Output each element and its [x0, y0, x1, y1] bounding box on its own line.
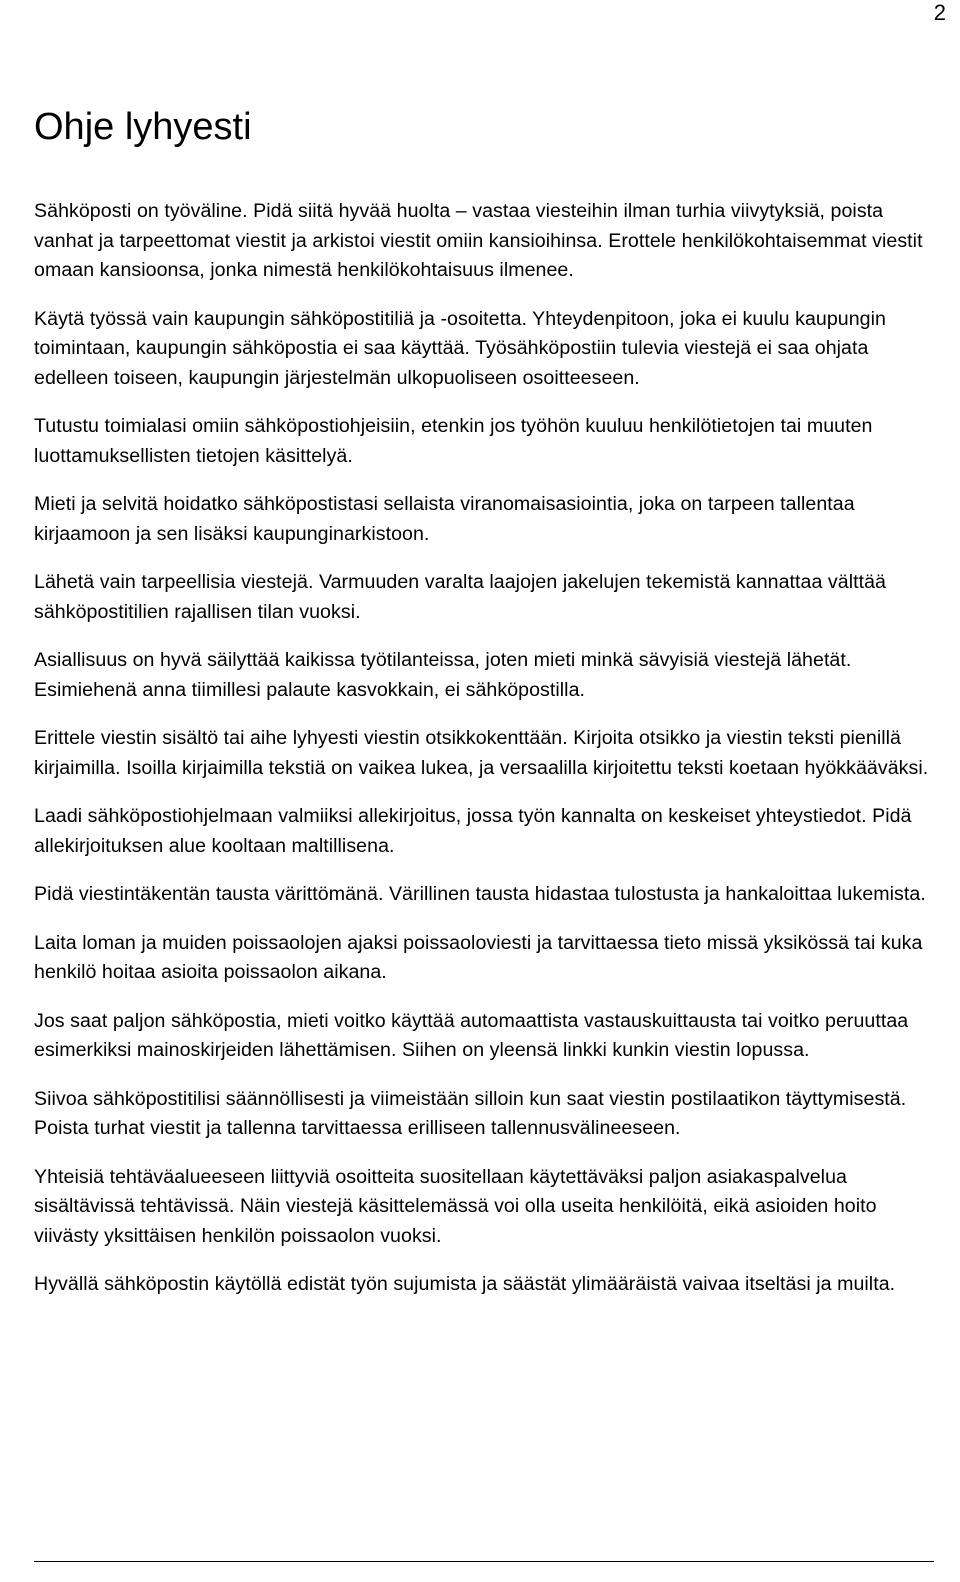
paragraph-conclusion: Hyvällä sähköpostin käytöllä edistät työn sujumista ja säästät ylimääräistä vaivaa itseltäsi ja muilta.	[34, 1273, 896, 1295]
footer-rule	[34, 1561, 934, 1562]
paragraph-branch-guidelines: Tutustu toimialasi omiin sähköpostiohjeisiin, etenkin jos työhön kuuluu henkilötietojen tai muuten luottamuksellisten tietojen käsittelyä.	[34, 415, 873, 467]
paragraph-auto-reply: Jos saat paljon sähköpostia, mieti voitko käyttää automaattista vastauskuittausta tai voitko peruuttaa esimerkiksi mainoskirjeiden lähettämisen. Siihen on yleensä linkki kunkin viestin lopussa.	[34, 1009, 909, 1061]
paragraph-city-account: Käytä työssä vain kaupungin sähköpostitiliä ja -osoitetta. Yhteydenpitoon, joka ei kuulu kaupungin toimintaan, kaupungin sähköpostia ei saa käyttää. Työsähköpostiin tulevia viestejä ei saa ohjata edelleen toiseen, kaupungin järjestelmän ulkopuoliseen osoitteeseen.	[34, 307, 886, 389]
paragraph-tone: Asiallisuus on hyvä säilyttää kaikissa työtilanteissa, joten mieti minkä sävyisiä viestejä lähetät. Esimiehenä anna tiimillesi palaute kasvokkain, ei sähköpostilla.	[34, 649, 852, 701]
paragraph-cleanup: Siivoa sähköpostitilisi säännöllisesti ja viimeistään silloin kun saat viestin postilaatikon täyttymisestä. Poista turhat viestit ja tallenna tarvittaessa erilliseen tallennusvälineeseen.	[34, 1087, 907, 1139]
body-text	[34, 197, 934, 1319]
paragraph-necessary-messages: Lähetä vain tarpeellisia viestejä. Varmuuden varalta laajojen jakelujen tekemistä kannattaa välttää sähköpostitilien rajallisen tilan vuoksi.	[34, 571, 886, 623]
paragraph-shared-addresses: Yhteisiä tehtäväalueeseen liittyviä osoitteita suositellaan käytettäväksi paljon asiakaspalvelua sisältävissä tehtävissä. Näin viestejä käsittelemässä voi olla useita henkilöitä, eikä asioiden hoito viivästy yksittäisen henkilön poissaolon vuoksi.	[34, 1165, 877, 1247]
paragraph-email-tool: Sähköposti on työväline. Pidä siitä hyvää huolta – vastaa viesteihin ilman turhia viivytyksiä, poista vanhat ja tarpeettomat viestit ja arkistoi viestit omiin kansioihinsa. Erottele henkilökohtaisemmat viestit omaan kansioonsa, jonka nimestä henkilökohtaisuus ilmenee.	[34, 200, 923, 281]
paragraph-archiving: Mieti ja selvitä hoidatko sähköpostistasi sellaista viranomaisasiointia, joka on tarpeen tallentaa kirjaamoon ja sen lisäksi kaupunginarkistoon.	[34, 493, 855, 545]
paragraph-background: Pidä viestintäkentän tausta värittömänä. Värillinen tausta hidastaa tulostusta ja hankaloittaa lukemista.	[34, 883, 926, 905]
paragraph-absence: Laita loman ja muiden poissaolojen ajaksi poissaoloviesti ja tarvittaessa tieto missä yksikössä tai kuka henkilö hoitaa asioita poissaolon aikana.	[34, 931, 923, 983]
paragraph-subject-line: Erittele viestin sisältö tai aihe lyhyesti viestin otsikkokenttään. Kirjoita otsikko ja viestin teksti pienillä kirjaimilla. Isoilla kirjaimilla tekstiä on vaikea lukea, ja versaalilla kirjoitettu teksti koetaan hyökkääväksi.	[34, 727, 929, 779]
paragraph-signature: Laadi sähköpostiohjelmaan valmiiksi allekirjoitus, jossa työn kannalta on keskeiset yhteystiedot. Pidä allekirjoituksen alue kooltaan maltillisena.	[34, 805, 912, 857]
page-number: 2	[933, 0, 946, 25]
page-title: Ohje lyhyesti	[34, 106, 252, 148]
